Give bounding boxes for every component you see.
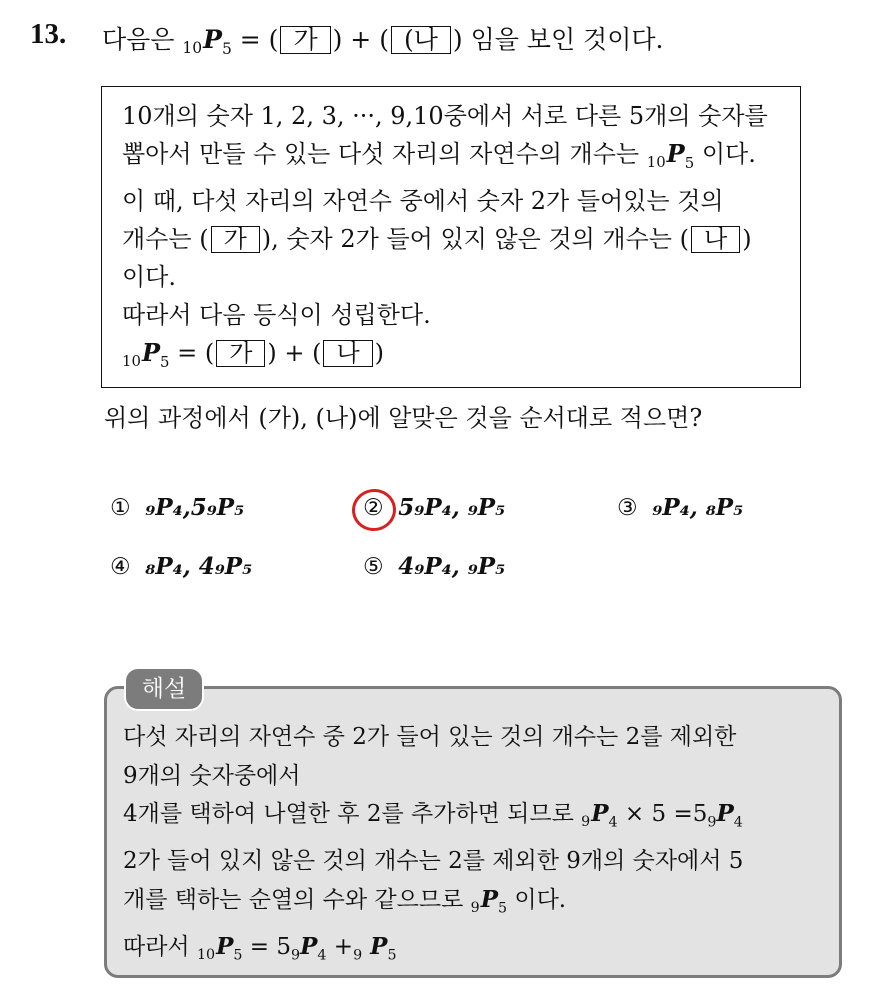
choice-1-text: ₉P₄,5₉P₅: [145, 494, 245, 521]
passage-equation: $_{10}P_5$ = ( 가 ) + ( 나 ): [122, 337, 385, 371]
passage-line-6: 따라서 다음 등식이 성립한다.: [122, 300, 431, 329]
stem-permutation: $_{10}P_5$: [182, 25, 232, 58]
passage-line-1: 10개의 숫자 1, 2, 3, ···, 9,10중에서 서로 다른 5개의 숫자를: [122, 102, 768, 130]
passage-box: [101, 86, 801, 388]
passage-line-4: 개수는 ( 가 ), 숫자 2가 들어 있지 않은 것의 개수는 ( 나 ): [122, 224, 752, 253]
explanation-text: [123, 718, 743, 975]
passage-blank-ga: 가: [211, 226, 260, 253]
passage-line-3: 이 때, 다섯 자리의 자연수 중에서 숫자 2가 들어있는 것의: [122, 186, 724, 215]
choice-1[interactable]: ① ₉P₄,5₉P₅: [110, 494, 245, 521]
passage-line-2: 뽑아서 만들 수 있는 다섯 자리의 자연수의 개수는 $_{10}P_5$ 이다.: [122, 139, 756, 172]
choice-4-text: ₈P₄, 4₉P₅: [145, 553, 253, 580]
question-stem: 다음은 $_{10}P_5$ = ( 가 ) + ( (나 ) 임을 보인 것이다.: [102, 25, 664, 58]
passage-permutation: $_{10}P_5$: [646, 139, 695, 172]
explanation-line-5: 개를 택하는 순열의 수와 같으므로 $_9P_5$ 이다.: [123, 885, 567, 917]
question-number: 13.: [30, 18, 67, 50]
choice-3-text: ₉P₄, ₈P₅: [652, 494, 744, 521]
stem-blank-na: (나: [391, 26, 451, 54]
passage-line-5: 이다.: [122, 262, 176, 291]
passage-blank-na: 나: [691, 226, 740, 253]
stem-suffix: 임을 보인 것이다.: [470, 25, 664, 54]
choice-3[interactable]: ③ ₉P₄, ₈P₅: [617, 494, 744, 521]
choice-4[interactable]: ④ ₈P₄, 4₉P₅: [110, 553, 253, 580]
explanation-line-4: 2가 들어 있지 않은 것의 개수는 2를 제외한 9개의 숫자에서 5: [123, 848, 744, 875]
choice-2-text: 5₉P₄, ₉P₅: [398, 494, 506, 521]
choice-5-text: 4₉P₄, ₉P₅: [398, 553, 506, 580]
explanation-line-2: 9개의 숫자중에서: [123, 762, 301, 789]
choice-5[interactable]: ⑤ 4₉P₄, ₉P₅: [363, 553, 506, 580]
stem-blank-ga: 가: [280, 26, 330, 54]
explanation-line-3: 4개를 택하여 나열한 후 2를 추가하면 되므로 $_9P_4 \times 5 =5_9P_4$: [123, 800, 743, 831]
explanation-line-6: 따라서 $_{10}P_5 = 5_9P_4 +_9$ $P_5$: [123, 932, 397, 964]
explanation-line-1: 다섯 자리의 자연수 중 2가 들어 있는 것의 개수는 2를 제외한: [123, 724, 737, 750]
choice-2[interactable]: ② 5₉P₄, ₉P₅: [363, 494, 506, 521]
equation-blank-na: 나: [323, 340, 372, 367]
stem-prefix: 다음은: [102, 25, 175, 54]
question-prompt: 위의 과정에서 (가), (나)에 알맞은 것을 순서대로 적으면?: [104, 404, 703, 432]
equation-blank-ga: 가: [216, 340, 265, 367]
explanation-tag: 해설: [124, 667, 204, 711]
